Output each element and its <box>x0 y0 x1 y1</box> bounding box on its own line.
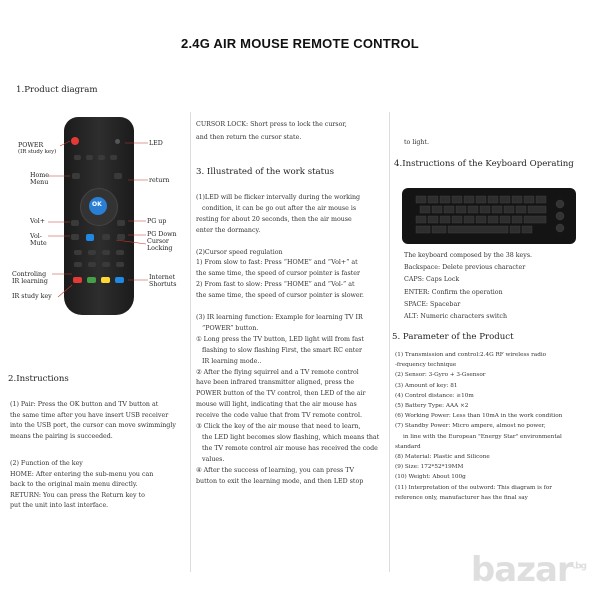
text-line: (4) Control distance: ≥10m <box>395 392 474 399</box>
text-line: ALT: Numeric characters switch <box>404 313 508 321</box>
instructions-text <box>10 400 176 512</box>
work-status-text <box>196 193 379 487</box>
keyboard-instructions <box>404 250 532 323</box>
watermark-text: bazar <box>470 550 573 590</box>
label-ir-study-key: IR study key <box>12 293 52 300</box>
text-line: (2)Cursor speed regulation <box>196 248 283 256</box>
keyboard-image <box>402 188 576 244</box>
text-line: resting for about 20 seconds, then the air mouse <box>196 215 352 223</box>
label-home: Home <box>30 172 49 179</box>
label-mute: Mute <box>30 240 47 247</box>
column-divider-right <box>389 112 390 572</box>
label-vol-plus: Vol+ <box>30 218 46 225</box>
label-controling: Controling <box>12 271 47 278</box>
text-line: (5) Battery Type: AAA ×2 <box>395 403 469 410</box>
text-line: have been infrared transmitter aligned, press the <box>196 379 355 387</box>
label-vol-minus: Vol- <box>30 233 42 240</box>
text-line: ENTER: Confirm the operation <box>404 288 503 296</box>
section-4-heading: 4.Instructions of the Keyboard Operating <box>394 159 574 169</box>
text-line: mouse will light, indicating that the air mouse has <box>196 401 357 409</box>
text-line: ① Long press the TV button, LED light will from fast <box>196 335 364 343</box>
text-line: (3) Amount of key: 81 <box>395 382 458 389</box>
label-locking: Locking <box>147 245 173 252</box>
section-5-heading: 5. Parameter of the Product <box>392 332 514 342</box>
parameter-list <box>395 350 562 503</box>
text-line: ④ After the success of learning, you can press TV <box>196 466 355 474</box>
label-power: POWER <box>18 142 44 149</box>
text-line: in line with the European "Energy Star" environmental <box>403 433 562 440</box>
text-line: enter the dormancy. <box>196 226 261 234</box>
text-line: RETURN: You can press the Return key to <box>10 491 145 499</box>
text-line: and then return the cursor state. <box>196 133 302 141</box>
section-2-heading: 2.Instructions <box>8 374 69 384</box>
text-line <box>196 237 379 248</box>
text-line: standard <box>395 443 421 450</box>
label-shortuts: Shortuts <box>149 281 177 288</box>
text-line: CURSOR LOCK: Short press to lock the cursor, <box>196 121 347 128</box>
text-line: (7) Standby Power: Micro ampere, almost no power, <box>395 423 546 430</box>
text-line: 1) From slow to fast: Press “HOME” and “Vol+” at <box>196 259 358 267</box>
label-return: return <box>149 177 170 184</box>
text-line: (3) IR learning function: Example for learning TV IR <box>196 313 363 321</box>
text-line: SPACE: Spacebar <box>404 300 461 308</box>
text-line: (11) Interpretation of the outword: This diagram is for <box>395 484 552 491</box>
text-line: (2) Sensor: 3-Gyro + 3-Gsensor <box>395 372 486 379</box>
text-line: “POWER” button. <box>202 324 259 332</box>
text-line: back to the original main menu directly. <box>10 481 138 489</box>
label-led: LED <box>149 140 163 147</box>
column-divider-left <box>190 112 191 572</box>
text-line: CAPS: Caps Lock <box>404 276 460 284</box>
watermark-logo <box>471 550 586 590</box>
text-line: the TV remote control air mouse has received the code <box>202 444 378 452</box>
text-line: receive the code value that from TV remote control. <box>196 412 362 420</box>
text-line: (1) Transmission and control:2.4G RF wireless radio <box>395 352 547 358</box>
cursor-lock-text <box>196 120 347 143</box>
label-pg-down: PG Down <box>147 231 177 238</box>
label-ir-learning: IR learning <box>12 278 48 285</box>
label-ir-study-key-small: (IR study key) <box>18 149 57 155</box>
text-line: means the pairing is succeeded. <box>10 432 113 440</box>
watermark-suffix: .bg <box>572 561 586 572</box>
label-menu: Menu <box>30 179 49 186</box>
text-line: the same time, the speed of cursor pointer is slower. <box>196 292 364 300</box>
text-line: (1)LED will be flicker intervally during the working <box>196 194 361 201</box>
section-1-heading: 1.Product diagram <box>16 85 98 95</box>
text-line: POWER button of the TV control, then LED of the air <box>196 390 366 398</box>
text-line: the LED light becomes slow flashing, which means that <box>202 433 380 441</box>
text-line: values. <box>202 455 225 463</box>
text-line <box>10 442 176 453</box>
ok-label: OK <box>92 201 102 208</box>
text-line: (8) Material: Plastic and Silicone <box>395 454 490 461</box>
text-line: 2) From fast to slow: Press “HOME” and “Vol-” at <box>196 281 355 289</box>
text-line: put the unit into last interface. <box>10 502 109 510</box>
text-line: ③ Click the key of the air mouse that need to learn, <box>196 423 361 431</box>
section-3-heading: 3. Illustrated of the work status <box>196 167 335 177</box>
text-line: (2) Function of the key <box>10 459 83 467</box>
text-line: (9) Size: 172*52*19MM <box>395 464 464 471</box>
text-line: reference only, manufacturer has the final say <box>395 494 528 501</box>
text-line <box>196 302 379 313</box>
text-line: ② After the flying squirrel and a TV remote control <box>196 368 359 376</box>
label-pg-up: PG up <box>147 218 167 225</box>
text-line: condition, it can be go out after the air mouse is <box>202 204 357 212</box>
text-line: IR learning mode.. <box>202 357 262 365</box>
text-line: the same time, the speed of cursor pointer is faster <box>196 270 361 278</box>
to-light-text: to light. <box>404 139 429 146</box>
keyboard-keys <box>402 188 576 244</box>
text-line: (1) Pair: Press the OK button and TV button at <box>10 401 159 408</box>
page-title: 2.4G AIR MOUSE REMOTE CONTROL <box>181 36 419 51</box>
text-line: HOME: After entering the sub-menu you can <box>10 470 154 478</box>
text-line: button to exit the learning mode, and then LED stop <box>196 477 364 485</box>
text-line: Backspace: Delete previous character <box>404 264 526 272</box>
text-line: into the USB port, the cursor can move swimmingly <box>10 422 176 430</box>
text-line: flashing to slow flashing First, the smart RC enter <box>202 346 363 354</box>
label-internet: Internet <box>149 274 176 281</box>
text-line: (6) Working Power: Less than 10mA in the work condition <box>395 413 563 420</box>
text-line: The keyboard composed by the 38 keys. <box>404 252 533 259</box>
text-line: (10) Weight: About 100g <box>395 474 466 481</box>
text-line: the same time after you have insert USB receiver <box>10 411 169 419</box>
label-cursor: Cursor <box>147 238 169 245</box>
text-line: -frequency technique <box>395 362 457 369</box>
